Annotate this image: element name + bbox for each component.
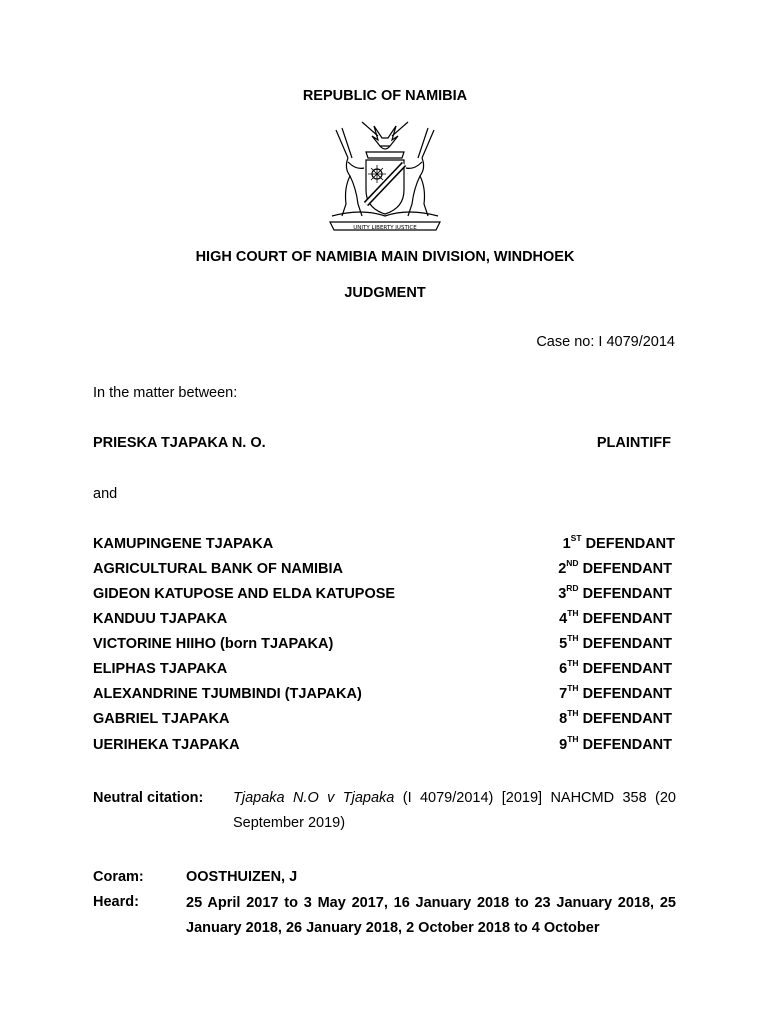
defendant-role: 3RD DEFENDANT — [558, 583, 672, 602]
court-heading: HIGH COURT OF NAMIBIA MAIN DIVISION, WINDHOEK — [195, 249, 575, 265]
defendant-role: 6TH DEFENDANT — [559, 658, 672, 677]
defendant-name: GIDEON KATUPOSE AND ELDA KATUPOSE — [93, 586, 396, 602]
defendant-name: VICTORINE HIIHO (born TJAPAKA) — [93, 636, 334, 652]
defendant-name: KAMUPINGENE TJAPAKA — [93, 536, 274, 552]
defendant-row — [93, 683, 675, 706]
defendant-name: ELIPHAS TJAPAKA — [93, 661, 228, 677]
defendant-row — [93, 633, 675, 656]
plaintiff-role: PLAINTIFF — [596, 435, 671, 451]
defendant-role: 1ST DEFENDANT — [562, 533, 675, 552]
and-text: and — [93, 486, 118, 502]
defendant-row — [93, 533, 675, 556]
defendant-name: ALEXANDRINE TJUMBINDI (TJAPAKA) — [93, 686, 362, 702]
defendant-row — [93, 734, 675, 757]
citation-rest: (I 4079/2014) [2019] NAHCMD 358 (20 September 2019) — [233, 790, 676, 831]
republic-heading: REPUBLIC OF NAMIBIA — [302, 88, 468, 104]
defendant-row — [93, 708, 675, 731]
case-number: Case no: I 4079/2014 — [536, 334, 675, 350]
defendant-name: UERIHEKA TJAPAKA — [93, 737, 240, 753]
plaintiff-row — [93, 435, 675, 455]
defendant-name: GABRIEL TJAPAKA — [93, 711, 230, 727]
defendant-role: 4TH DEFENDANT — [559, 608, 672, 627]
case-name-italic: Tjapaka N.O v Tjapaka — [233, 790, 395, 806]
defendant-row — [93, 583, 675, 606]
defendant-row — [93, 658, 675, 681]
neutral-citation-label: Neutral citation: — [93, 790, 204, 806]
plaintiff-name: PRIESKA TJAPAKA N. O. — [93, 435, 266, 451]
heard-label: Heard: — [93, 894, 139, 910]
coram-value: OOSTHUIZEN, J — [186, 869, 298, 885]
defendant-role: 9TH DEFENDANT — [559, 734, 672, 753]
matter-between: In the matter between: — [93, 385, 238, 401]
heard-value: 25 April 2017 to 3 May 2017, 16 January 2018 to 23 January 2018, 25 January 2018, 26 January 2018, 2 October 2018 to 4 October — [186, 895, 676, 936]
defendant-role: 7TH DEFENDANT — [559, 683, 672, 702]
neutral-citation-text — [233, 786, 676, 836]
defendant-role: 8TH DEFENDANT — [559, 708, 672, 727]
defendant-row — [93, 558, 675, 581]
judgment-heading: JUDGMENT — [344, 285, 426, 301]
defendant-name: AGRICULTURAL BANK OF NAMIBIA — [93, 561, 343, 577]
defendant-role: 5TH DEFENDANT — [559, 633, 672, 652]
coram-label: Coram: — [93, 869, 144, 885]
emblem-scroll-text: UNITY LIBERTY JUSTICE — [353, 225, 417, 231]
defendant-row — [93, 608, 675, 631]
coat-of-arms-icon — [322, 118, 448, 234]
defendant-role: 2ND DEFENDANT — [558, 558, 672, 577]
defendant-name: KANDUU TJAPAKA — [93, 611, 228, 627]
